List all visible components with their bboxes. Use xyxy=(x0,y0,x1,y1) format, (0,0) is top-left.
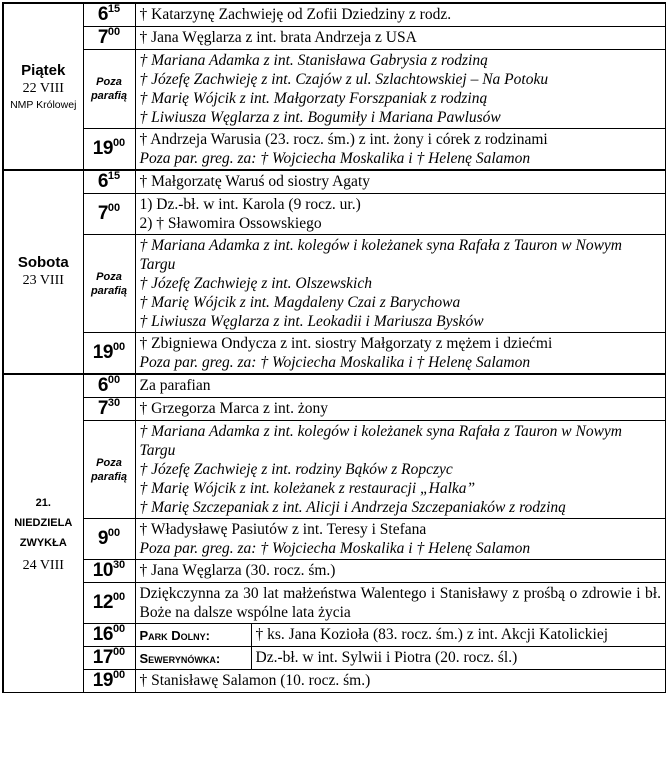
mass-time: $7^{30}$ xyxy=(83,398,135,421)
mass-time: $10^{30}$ xyxy=(83,560,135,583)
day-name-line1: 21. xyxy=(35,496,51,509)
day-date: 23 VIII xyxy=(22,273,64,288)
table-row xyxy=(3,519,666,560)
table-row xyxy=(3,624,666,647)
mass-intention: Dziękczynna za 30 lat małżeństwa Walentego i Stanisławy z prośbą o zdrowie i bł. Boże na dalsze wspólne lata życia xyxy=(135,583,666,624)
mass-intention-list: † Mariana Adamka z int. Stanisława Gabrysia z rodziną † Józefę Zachwieję z int. Czajów z ul. Szlachtowskiej – Na Potoku † Marię Wójcik z int. Małgorzaty Forszpaniak z rodziną † Liwiusza Węglarza z int. Bogumiły i Mariana Pawlusów xyxy=(135,50,666,129)
mass-intention: † Katarzynę Zachwieję od Zofii Dziedziny z rodz. xyxy=(135,3,666,27)
table-row xyxy=(3,647,666,670)
table-row xyxy=(3,333,666,375)
mass-time: $9^{00}$ xyxy=(83,519,135,560)
day-name-line2: NIEDZIELA xyxy=(14,516,73,529)
mass-time: $6^{15}$ xyxy=(83,170,135,194)
mass-intention: 1) Dz.-bł. w int. Karola (9 rocz. ur.) 2) † Sławomira Ossowskiego xyxy=(135,194,666,235)
table-row xyxy=(3,27,666,50)
day-note: NMP Królowej xyxy=(10,98,77,111)
mass-intention: Za parafian xyxy=(135,374,666,398)
mass-intention: † Grzegorza Marca z int. żony xyxy=(135,398,666,421)
mass-time: $12^{00}$ xyxy=(83,583,135,624)
mass-intention-list: † Mariana Adamka z int. kolegów i koleżanek syna Rafała z Tauron w Nowym Targu † Józefę Zachwieję z int. Olszewskich † Marię Wójcik z int. Magdaleny Czai z Barychowa † Liwiusza Węglarza z int. Leokadii i Mariusza Bysków xyxy=(135,235,666,333)
poza-parafia-label: Poza parafią xyxy=(83,235,135,333)
mass-intention: † Jana Węglarza z int. brata Andrzeja z USA xyxy=(135,27,666,50)
day-date: 22 VIII xyxy=(22,80,64,96)
mass-intention: † ks. Jana Kozioła (83. rocz. śm.) z int. Akcji Katolickiej xyxy=(251,624,666,647)
mass-intention: † Stanisławę Salamon (10. rocz. śm.) xyxy=(135,670,666,693)
day-cell-friday xyxy=(3,3,83,170)
mass-time: $6^{15}$ xyxy=(83,3,135,27)
mass-location: Park Dolny: xyxy=(135,624,251,647)
table-row xyxy=(3,3,666,27)
mass-intention-list: † Mariana Adamka z int. kolegów i koleżanek syna Rafała z Tauron w Nowym Targu † Józefę Zachwieję z int. rodziny Bąków z Ropczyc † Marię Wójcik z int. koleżanek z restauracji „Halka” † Marię Szczepaniak z int. Alicji i Andrzeja Szczepaniaków z rodziną xyxy=(135,421,666,519)
table-row xyxy=(3,194,666,235)
table-row xyxy=(3,583,666,624)
mass-intention: † Władysławę Pasiutów z int. Teresy i Stefana Poza par. greg. za: † Wojciecha Moskalika i † Helenę Salamon xyxy=(135,519,666,560)
mass-time: $17^{00}$ xyxy=(83,647,135,670)
poza-parafia-label: Poza parafią xyxy=(83,50,135,129)
table-row xyxy=(3,560,666,583)
day-date: 24 VIII xyxy=(22,557,64,573)
day-name-line3: ZWYKŁA xyxy=(19,536,67,549)
mass-intention: † Małgorzatę Waruś od siostry Agaty xyxy=(135,170,666,194)
day-cell-saturday xyxy=(3,170,83,374)
mass-time: $7^{00}$ xyxy=(83,194,135,235)
table-row xyxy=(3,421,666,519)
mass-time: $6^{00}$ xyxy=(83,374,135,398)
table-row xyxy=(3,170,666,194)
mass-time: $7^{00}$ xyxy=(83,27,135,50)
table-row xyxy=(3,374,666,398)
mass-time: $19^{00}$ xyxy=(83,333,135,375)
mass-time: $19^{00}$ xyxy=(83,670,135,693)
poza-parafia-label: Poza parafią xyxy=(83,421,135,519)
mass-time: $19^{00}$ xyxy=(83,129,135,171)
table-row xyxy=(3,129,666,171)
day-cell-sunday xyxy=(3,374,83,693)
mass-intention: † Andrzeja Warusia (23. rocz. śm.) z int. żony i córek z rodzinami Poza par. greg. za: † Wojciecha Moskalika i † Helenę Salamon xyxy=(135,129,666,171)
table-row xyxy=(3,670,666,693)
table-row xyxy=(3,50,666,129)
day-name: Sobota xyxy=(17,254,69,271)
mass-intention: Dz.-bł. w int. Sylwii i Piotra (20. rocz. śl.) xyxy=(251,647,666,670)
mass-intention: † Jana Węglarza (30. rocz. śm.) xyxy=(135,560,666,583)
mass-schedule-table xyxy=(2,2,666,693)
table-row xyxy=(3,398,666,421)
mass-time: $16^{00}$ xyxy=(83,624,135,647)
mass-intention: † Zbigniewa Ondycza z int. siostry Małgorzaty z mężem i dziećmi Poza par. greg. za: † Wojciecha Moskalika i † Helenę Salamon xyxy=(135,333,666,375)
table-row xyxy=(3,235,666,333)
day-name: Piątek xyxy=(21,61,66,79)
mass-location: Sewerynówka: xyxy=(135,647,251,670)
